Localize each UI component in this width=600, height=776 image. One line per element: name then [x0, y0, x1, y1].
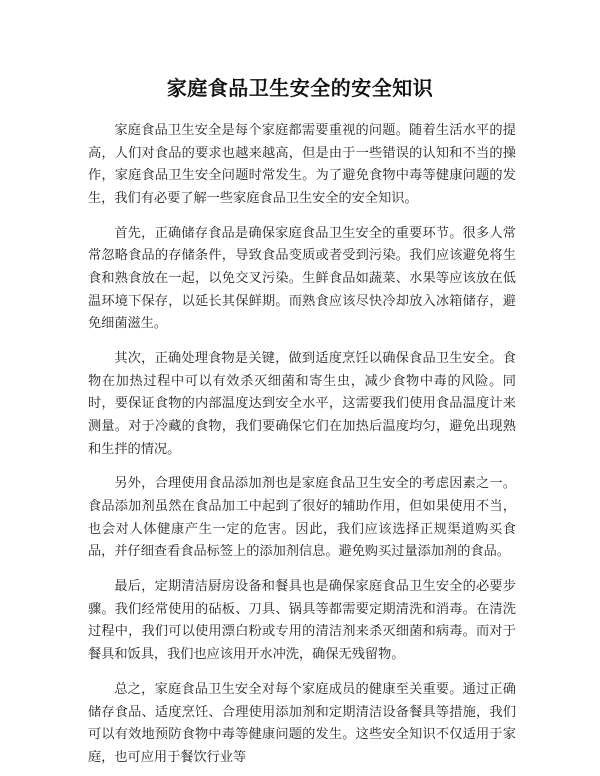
paragraph-additives: 另外，合理使用食品添加剂也是家庭食品卫生安全的考虑因素之一。食品添加剂虽然在食品加工中起到了很好的辅助作用，但如果使用不当，也会对人体健康产生一定的危害。因此，我们应该选择正规渠道购买食品，并仔细查看食品标签上的添加剂信息。避免购买过量添加剂的食品。 [88, 476, 516, 560]
paragraph-cooking: 其次，正确处理食物是关键，做到适度烹饪以确保食品卫生安全。食物在加热过程中可以有效杀灭细菌和寄生虫，减少食物中毒的风险。同时，要保证食物的内部温度达到安全水平，这需要我们使用食品温度计来测量。对于冷藏的食物，我们要确保它们在加热后温度均匀，避免出现熟和生拌的情况。 [88, 351, 516, 457]
paragraph-storage: 首先，正确储存食品是确保家庭食品卫生安全的重要环节。很多人常常忽略食品的存储条件，导致食品变质或者受到污染。我们应该避免将生食和熟食放在一起，以免交叉污染。生鲜食品如蔬菜、水果等应该放在低温环境下保存，以延长其保鲜期。而熟食应该尽快冷却放入冰箱储存，避免细菌滋生。 [88, 225, 516, 332]
paragraph-intro: 家庭食品卫生安全是每个家庭都需要重视的问题。随着生活水平的提高，人们对食品的要求也越来越高，但是由于一些错误的认知和不当的操作，家庭食品卫生安全问题时常发生。为了避免食物中毒等健康问题的发生，我们有必要了解一些家庭食品卫生安全的安全知识。 [88, 123, 516, 206]
paragraph-cleaning: 最后，定期清洁厨房设备和餐具也是确保家庭食品卫生安全的必要步骤。我们经常使用的砧板、刀具、锅具等都需要定期清洗和消毒。在清洗过程中，我们可以使用漂白粉或专用的清洁剂来杀灭细菌和病毒。而对于餐具和饭具，我们也应该用开水冲洗，确保无残留物。 [88, 579, 516, 663]
document-body [88, 120, 516, 776]
paragraph-summary: 总之，家庭食品卫生安全对每个家庭成员的健康至关重要。通过正确储存食品、适度烹饪、合理使用添加剂和定期清洁设备餐具等措施，我们可以有效地预防食物中毒等健康问题的发生。这些安全知识不仅适用于家庭，也可应用于餐饮行业等 [88, 682, 516, 765]
page-title: 家庭食品卫生安全的安全知识 [166, 76, 434, 100]
